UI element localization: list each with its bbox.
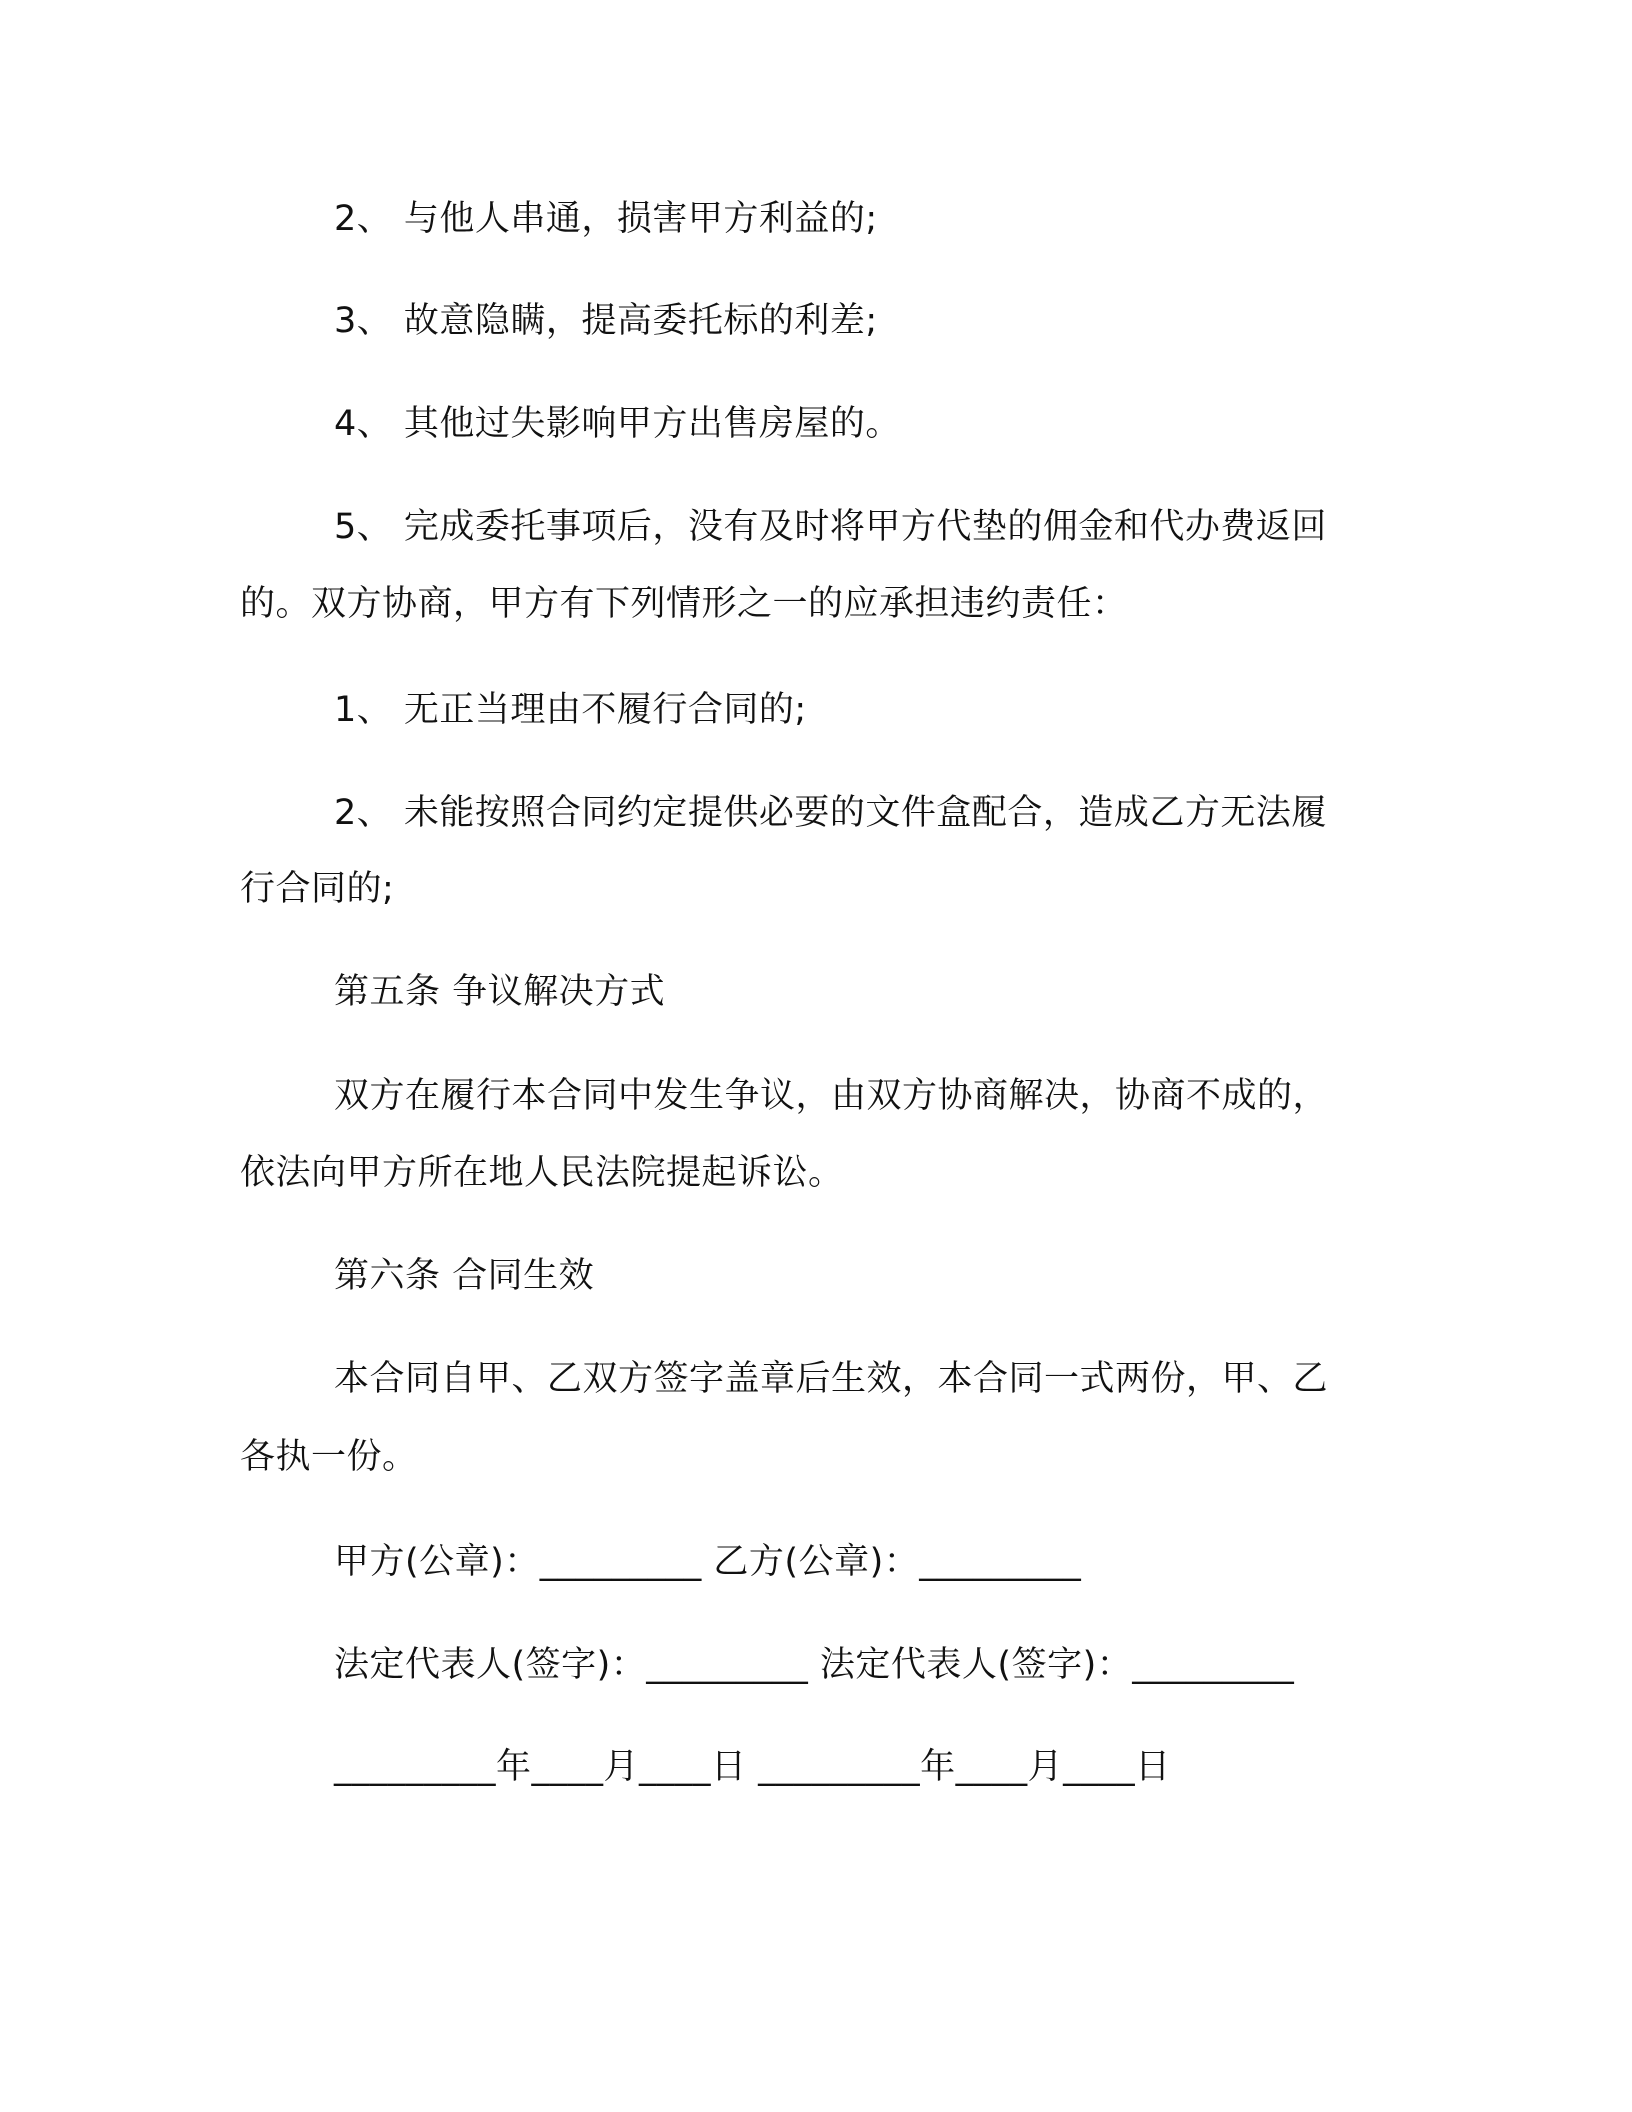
date-line: _________年____月____日 _________年____月____日	[334, 1747, 1171, 1787]
legal-representative-signature-line: 法定代表人(签字)：_________ 法定代表人(签字)：_________	[334, 1645, 1295, 1685]
seal-signature-line: 甲方(公章)：_________ 乙方(公章)：_________	[334, 1542, 1082, 1582]
article-5-body-line-1: 双方在履行本合同中发生争议，由双方协商解决，协商不成的，	[334, 1076, 1329, 1116]
party-a-item-2-line-2: 行合同的;	[240, 869, 395, 909]
article-5-heading: 第五条 争议解决方式	[334, 972, 666, 1012]
article-6-body-line-1: 本合同自甲、乙双方签字盖章后生效，本合同一式两份，甲、乙	[334, 1359, 1329, 1399]
article-6-body-line-2: 各执一份。	[240, 1437, 418, 1477]
breach-item-5-line-2: 的。双方协商，甲方有下列情形之一的应承担违约责任：	[240, 584, 1128, 624]
article-5-body-line-2: 依法向甲方所在地人民法院提起诉讼。	[240, 1153, 844, 1193]
breach-item-4: 4、 其他过失影响甲方出售房屋的。	[334, 404, 901, 444]
article-6-heading: 第六条 合同生效	[334, 1256, 595, 1296]
party-a-item-1: 1、 无正当理由不履行合同的;	[334, 690, 807, 730]
party-a-item-2-line-1: 2、 未能按照合同约定提供必要的文件盒配合，造成乙方无法履	[334, 793, 1327, 833]
breach-item-3: 3、 故意隐瞒，提高委托标的利差;	[334, 301, 878, 341]
breach-item-2: 2、 与他人串通，损害甲方利益的;	[334, 199, 878, 239]
breach-item-5-line-1: 5、 完成委托事项后，没有及时将甲方代垫的佣金和代办费返回	[334, 507, 1327, 547]
